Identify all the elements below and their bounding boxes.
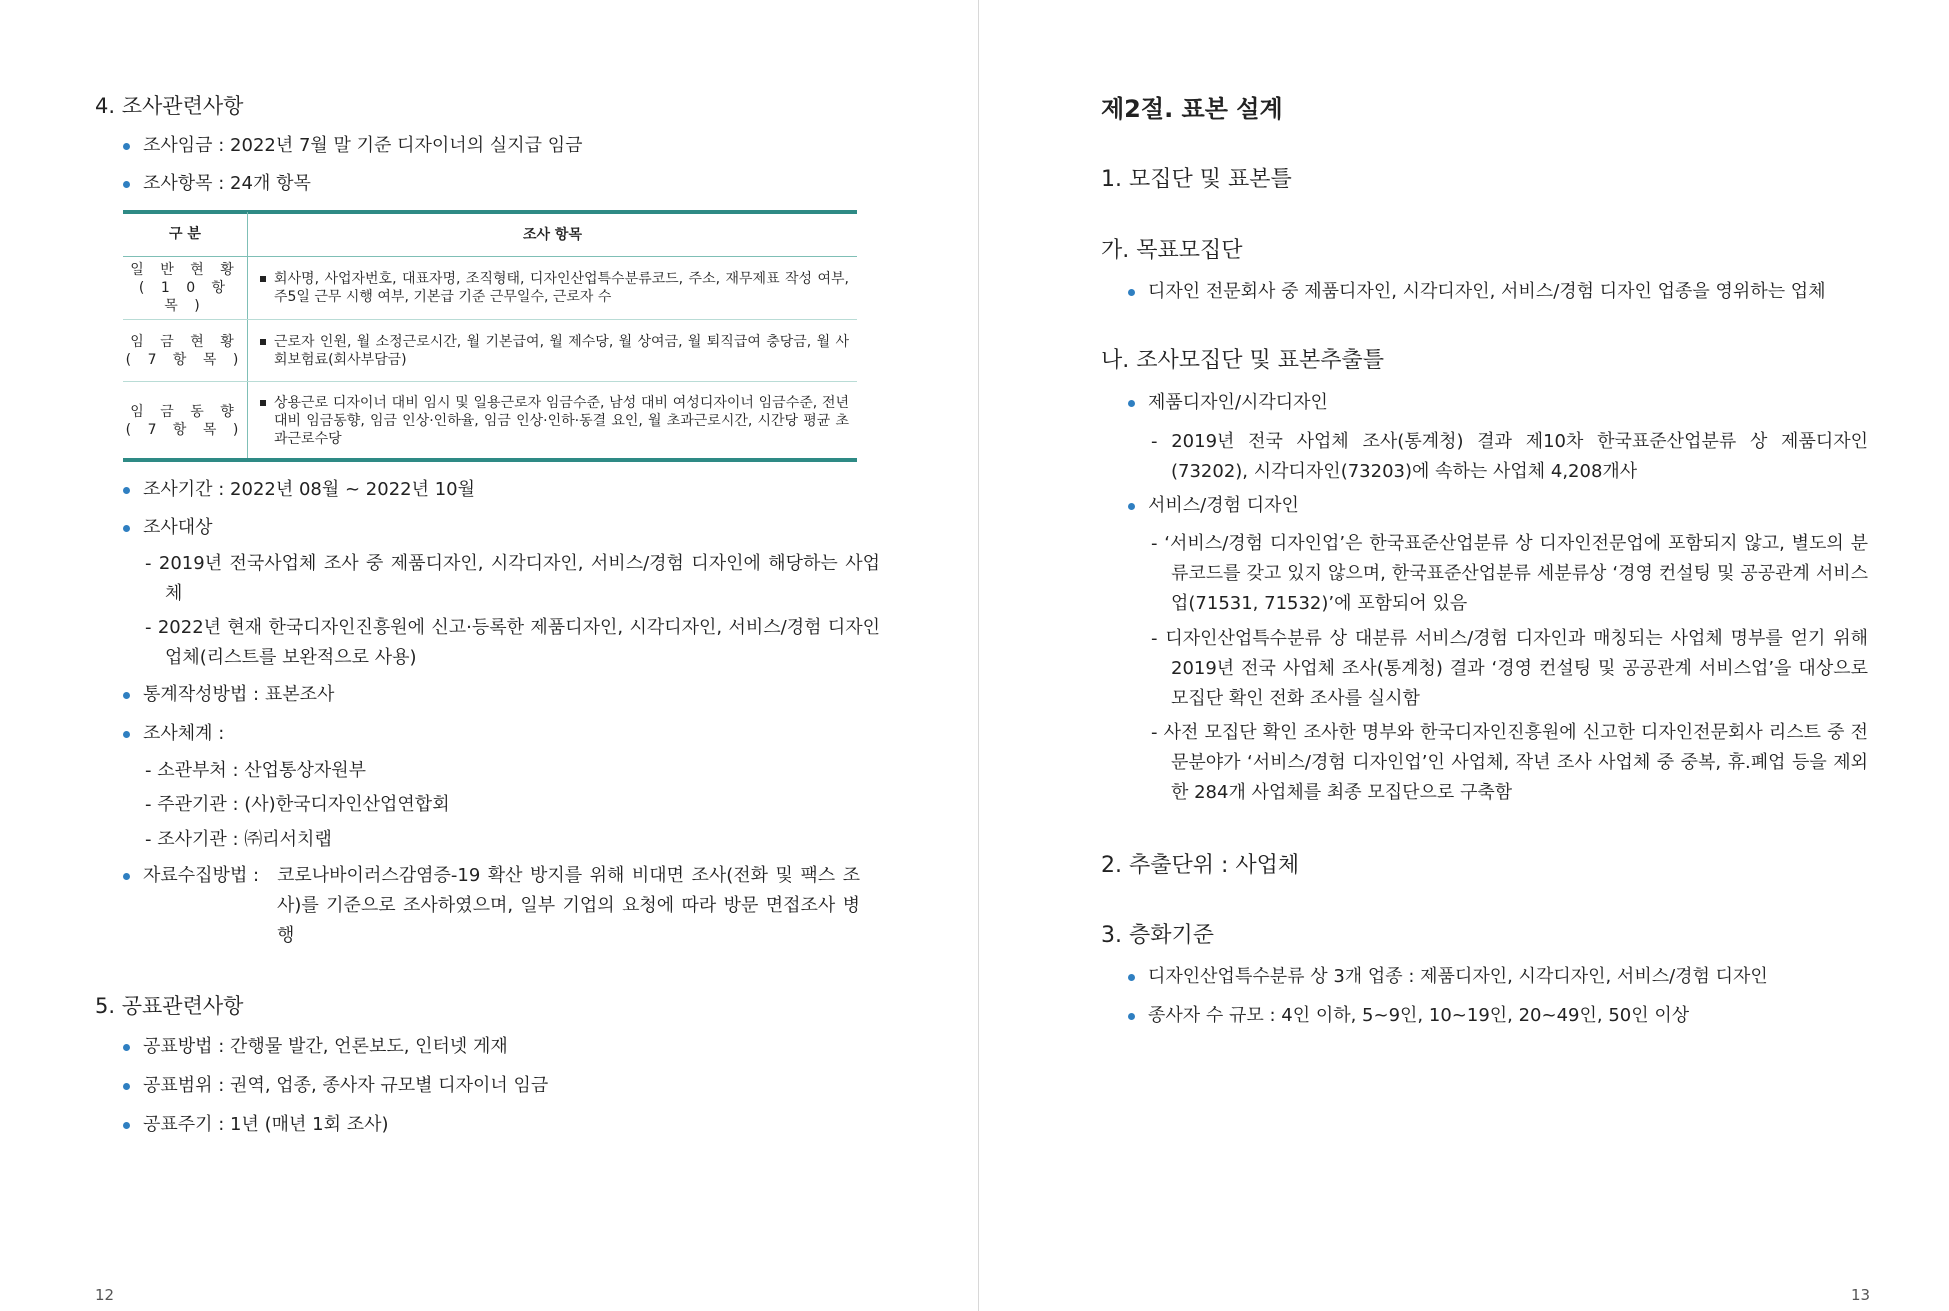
page-number: 13: [1851, 1286, 1871, 1304]
survey-target-heading: 조사대상: [143, 517, 213, 538]
service-design-detail-1: - ‘서비스/경험 디자인업’은 한국표준산업분류 상 디자인전문업에 포함되지 않고, 별도의 분류코드를 갖고 있지 않으며, 한국표준산업분류 세분류상 ‘경영 컨설팅 및 공공관계 서비스업(71531, 71532)’에 포함되어 있음: [1151, 533, 1868, 614]
subsection-sampling-frame: 나. 조사모집단 및 표본추출틀: [1101, 348, 1384, 373]
survey-system-ministry: - 소관부처 : 산업통상자원부: [145, 760, 366, 781]
stratification-size: 종사자 수 규모 : 4인 이하, 5~9인, 10~19인, 20~49인, 50인 이상: [1148, 1005, 1690, 1026]
service-design-heading: 서비스/경험 디자인: [1148, 495, 1299, 516]
bullet-icon: [123, 487, 130, 494]
publication-scope: 공표범위 : 권역, 업종, 종사자 규모별 디자이너 임금: [143, 1075, 549, 1096]
square-bullet-icon: [260, 400, 266, 406]
data-collection-label: 자료수집방법 :: [143, 865, 260, 886]
section-3-title: 3. 층화기준: [1101, 923, 1214, 948]
product-visual-design-detail: - 2019년 전국 사업체 조사(통계청) 결과 제10차 한국표준산업분류 상 제품디자인(73202), 시각디자인(73203)에 속하는 사업체 4,208개사: [1151, 431, 1868, 482]
bullet-icon: [1128, 503, 1135, 510]
bullet-icon: [1128, 400, 1135, 407]
survey-wage-item: 조사임금 : 2022년 7월 말 기준 디자이너의 실지급 임금: [143, 135, 583, 156]
survey-system-agency: - 조사기관 : ㈜리서치랩: [145, 829, 332, 850]
section-4-title: 4. 조사관련사항: [95, 94, 244, 118]
table-row: [123, 382, 857, 461]
bullet-icon: [123, 1044, 130, 1051]
bullet-icon: [123, 143, 130, 150]
product-visual-design-heading: 제품디자인/시각디자인: [1148, 392, 1328, 413]
survey-system-organizer: - 주관기관 : (사)한국디자인산업연합회: [145, 794, 450, 815]
bullet-icon: [1128, 1013, 1135, 1020]
right-page: [980, 0, 1949, 1311]
section-1-title: 1. 모집단 및 표본틀: [1101, 167, 1292, 192]
table-row-content: 회사명, 사업자번호, 대표자명, 조직형태, 디자인산업특수분류코드, 주소, 재무제표 작성 여부, 주5일 근무 시행 여부, 기본급 기준 근무일수, 근로자 수: [248, 257, 858, 320]
chapter-title: 제2절. 표본 설계: [1101, 95, 1283, 123]
stratification-industry: 디자인산업특수분류 상 3개 업종 : 제품디자인, 시각디자인, 서비스/경험 디자인: [1148, 966, 1768, 987]
survey-items-table: [123, 212, 857, 461]
subsection-target-population: 가. 목표모집단: [1101, 238, 1243, 263]
section-2-title: 2. 추출단위 : 사업체: [1101, 853, 1300, 878]
square-bullet-icon: [260, 339, 266, 345]
survey-system-heading: 조사체계 :: [143, 723, 225, 744]
bullet-icon: [123, 873, 130, 880]
publication-cycle: 공표주기 : 1년 (매년 1회 조사): [143, 1114, 389, 1135]
survey-target-item-2: - 2022년 현재 한국디자인진흥원에 신고·등록한 제품디자인, 시각디자인, 서비스/경험 디자인 업체(리스트를 보완적으로 사용): [145, 617, 880, 668]
table-row-label: 일 반 현 황 ( 1 0 항 목 ): [123, 257, 248, 320]
table-header-category: 구 분: [123, 212, 248, 257]
bullet-icon: [1128, 974, 1135, 981]
table-row-content: 근로자 인원, 월 소정근로시간, 월 기본급여, 월 제수당, 월 상여금, 월 퇴직급여 충당금, 월 사회보험료(회사부담금): [248, 320, 858, 382]
table-bottom-rule: [123, 458, 857, 462]
publication-method: 공표방법 : 간행물 발간, 언론보도, 인터넷 게재: [143, 1036, 508, 1057]
table-header-items: 조사 항목: [248, 212, 858, 257]
data-collection-text: 코로나바이러스감염증-19 확산 방지를 위해 비대면 조사(전화 및 팩스 조사)를 기준으로 조사하였으며, 일부 기업의 요청에 따라 방문 면접조사 병행: [277, 865, 860, 946]
service-design-detail-2: - 디자인산업특수분류 상 대분류 서비스/경험 디자인과 매칭되는 사업체 명부를 얻기 위해 2019년 전국 사업체 조사(통계청) 결과 ‘경영 컨설팅 및 공공관계 서비스업’을 대상으로 모집단 확인 전화 조사를 실시함: [1151, 628, 1868, 709]
section-5-title: 5. 공표관련사항: [95, 994, 244, 1018]
bullet-icon: [123, 692, 130, 699]
service-design-detail-3: - 사전 모집단 확인 조사한 명부와 한국디자인진흥원에 신고한 디자인전문회사 리스트 중 전문분야가 ‘서비스/경험 디자인업’인 사업체, 작년 조사 사업체 중 중복, 휴.폐업 등을 제외한 284개 사업체를 최종 모집단으로 구축함: [1151, 722, 1868, 803]
bullet-icon: [123, 181, 130, 188]
table-row: [123, 320, 857, 382]
page-divider: [978, 0, 979, 1311]
survey-items-count: 조사항목 : 24개 항목: [143, 173, 311, 194]
table-row-content: 상용근로 디자이너 대비 임시 및 일용근로자 임금수준, 남성 대비 여성디자이너 임금수준, 전년대비 임금동향, 임금 인상·인하율, 임금 인상·인하·동결 요인, 월 초과근로시간, 시간당 평균 초과근로수당: [248, 382, 858, 461]
bullet-icon: [1128, 289, 1135, 296]
bullet-icon: [123, 1122, 130, 1129]
page-number: 12: [95, 1286, 115, 1304]
survey-target-item-1: - 2019년 전국사업체 조사 중 제품디자인, 시각디자인, 서비스/경험 디자인에 해당하는 사업체: [145, 553, 880, 604]
table-row-label: 임 금 현 황 ( 7 항 목 ): [123, 320, 248, 382]
survey-period: 조사기간 : 2022년 08월 ~ 2022년 10월: [143, 479, 476, 500]
target-population-text: 디자인 전문회사 중 제품디자인, 시각디자인, 서비스/경험 디자인 업종을 영위하는 업체: [1148, 281, 1826, 302]
square-bullet-icon: [260, 276, 266, 282]
bullet-icon: [123, 1083, 130, 1090]
table-row-label: 임 금 동 향 ( 7 항 목 ): [123, 382, 248, 461]
table-row: [123, 257, 857, 320]
stat-method: 통계작성방법 : 표본조사: [143, 684, 335, 705]
bullet-icon: [123, 525, 130, 532]
bullet-icon: [123, 731, 130, 738]
